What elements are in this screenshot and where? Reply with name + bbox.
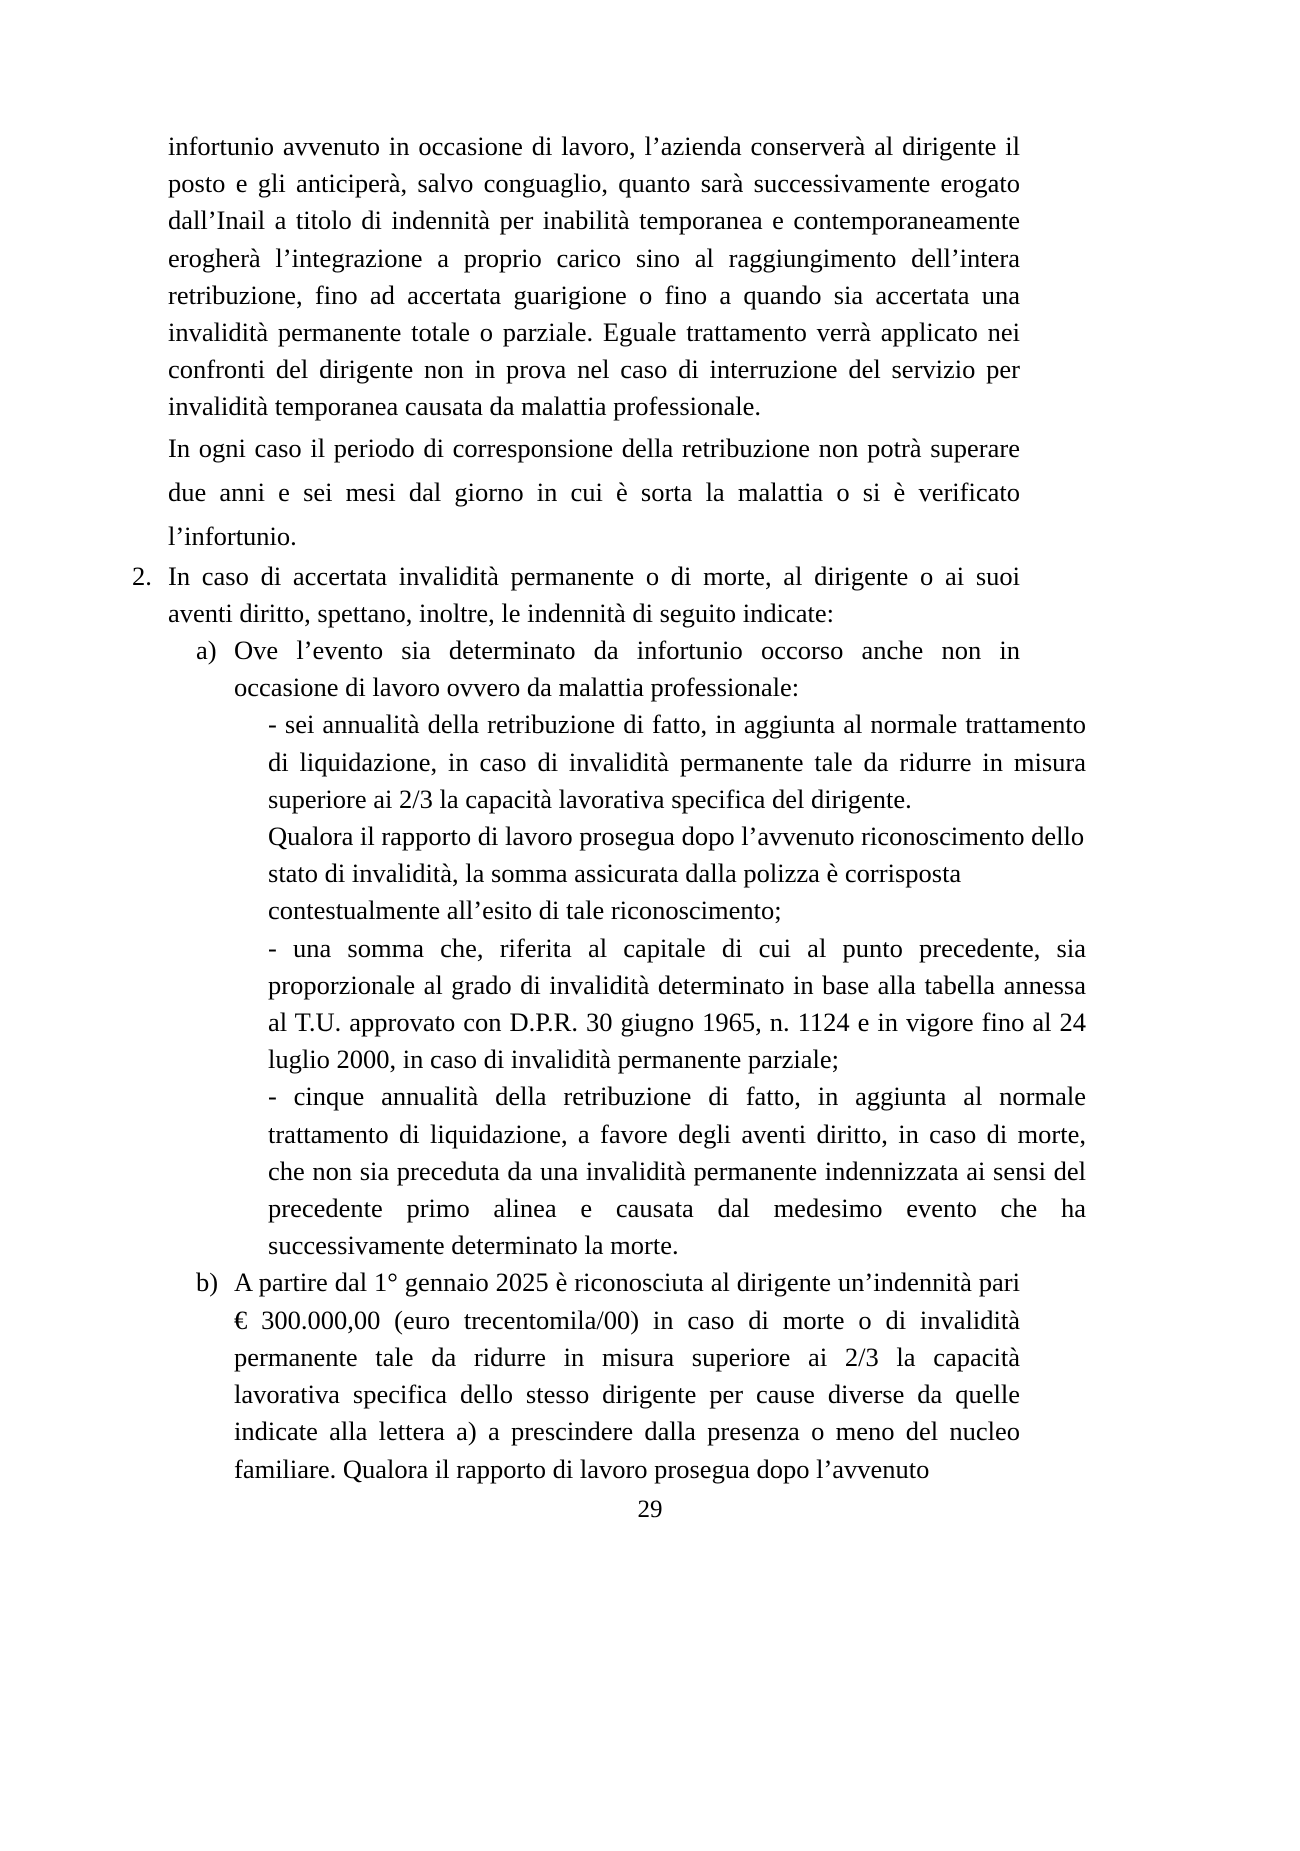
list-item-2-text: In caso di accertata invalidità permanente o di morte, al dirigente o ai suoi aventi diritto, spettano, inoltre, le indennità di seguito indicate: <box>168 560 1020 628</box>
alinea-sei-annualita: - sei annualità della retribuzione di fatto, in aggiunta al normale trattamento di liquidazione, in caso di invalidità permanente tale da ridurre in misura superiore ai 2/3 la capacità lavorativa specifica del dirigente. <box>268 709 1086 814</box>
alinea-cinque-annualita: - cinque annualità della retribuzione di fatto, in aggiunta al normale trattamento di liquidazione, a favore degli aventi diritto, in caso di morte, che non sia preceduta da una invalidità permanente indennizzata ai sensi del precedente primo alinea e causata dal medesimo evento che ha successivamente determinato la morte. <box>268 1081 1086 1261</box>
list-item-b <box>196 1264 1020 1487</box>
intro-paragraph: infortunio avvenuto in occasione di lavoro, l’azienda conserverà al dirigente il posto e gli anticiperà, salvo conguaglio, quanto sarà successivamente erogato dall’Inail a titolo di indennità per inabilità temporanea e contemporaneamente erogherà l’integrazione a proprio carico sino al raggiungimento dell’intera retribuzione, fino ad accertata guarigione o fino a quando sia accertata una invalidità permanente totale o parziale. Eguale trattamento verrà applicato nei confronti del dirigente non in prova nel caso di interruzione del servizio per invalidità temporanea causata da malattia professionale. <box>168 131 1020 422</box>
list-item-a-blocks <box>268 706 1086 1264</box>
list-marker-a: a) <box>196 635 217 666</box>
page-body <box>132 128 1086 1488</box>
list-item-b-lead: A partire dal 1° gennaio 2025 è riconosciuta al dirigente un’indennità pari € 300.000,00 (euro trecentomila/00) in caso di morte o di invalidità permanente tale da ridurre in misura superiore ai 2/3 la capacità lavorativa specifica dello stesso dirigente per cause diverse da quelle indicate alla lettera a) a prescindere dalla presenza o meno del nucleo familiare. Qualora il rapporto di lavoro prosegua dopo l’avvenuto <box>234 1267 1020 1484</box>
list-item-a-lead: Ove l’evento sia determinato da infortunio occorso anche non in occasione di lavoro ovvero da malattia professionale: <box>234 635 1020 703</box>
page-number: 29 <box>637 1496 663 1523</box>
list-marker-2: 2. <box>132 560 152 591</box>
list-item-a <box>196 632 1086 1264</box>
alinea-una-somma: - una somma che, riferita al capitale di cui al punto precedente, sia proporzionale al grado di invalidità determinato in base alla tabella annessa al T.U. approvato con D.P.R. 30 giugno 1965, n. 1124 e in vigore fino al 24 luglio 2000, in caso di invalidità permanente parziale; <box>268 932 1086 1075</box>
list-marker-b: b) <box>196 1267 219 1298</box>
list-item-2 <box>132 558 1086 1488</box>
paragraph-qualora-riconoscimento: Qualora il rapporto di lavoro prosegua dopo l’avvenuto riconoscimento dello stato di invalidità, la somma assicurata dalla polizza è corrisposta contestualmente all’esito di tale riconoscimento; <box>268 821 1085 926</box>
second-paragraph: In ogni caso il periodo di corresponsione della retribuzione non potrà superare due anni e sei mesi dal giorno in cui è sorta la malattia o si è verificato l’infortunio. <box>168 432 1020 551</box>
